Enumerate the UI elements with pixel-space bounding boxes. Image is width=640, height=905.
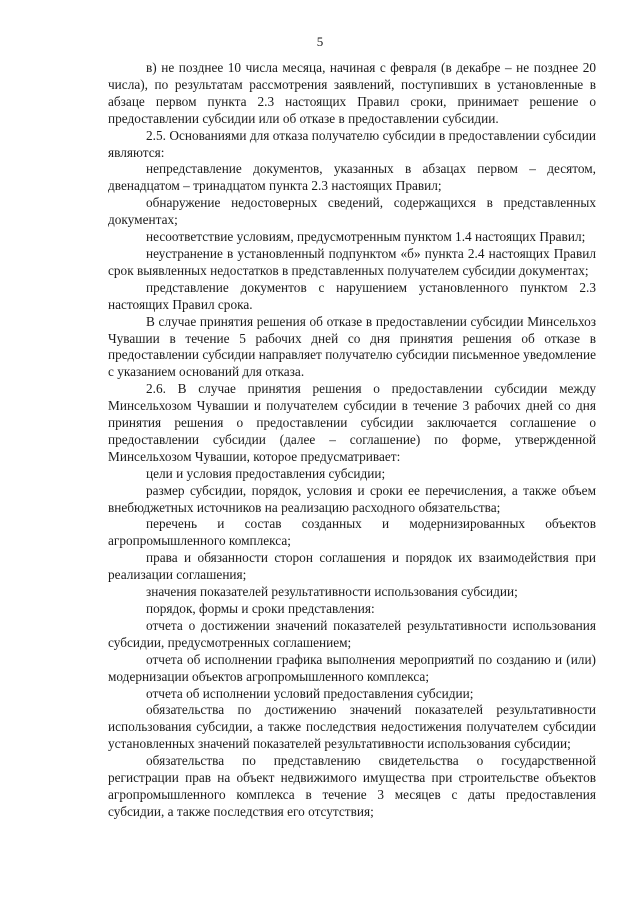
paragraph: 2.6. В случае принятия решения о предоставлении субсидии между Минсельхозом Чувашии и получателем субсидии в течение 3 рабочих дней со дня принятия решения о предоставлении субсидии заключается соглашение о предоставлении субсидии (далее – соглашение) по форме, утвержденной Минсельхозом Чувашии, которое предусматривает: [108, 381, 596, 464]
paragraph: размер субсидии, порядок, условия и сроки ее перечисления, а также объем внебюджетных источников на реализацию расходного обязательства; [108, 482, 596, 515]
paragraph: перечень и состав созданных и модернизированных объектов агропромышленного комплекса; [108, 516, 596, 549]
paragraph: отчета об исполнении условий предоставления субсидии; [146, 685, 474, 701]
paragraph: отчета об исполнении графика выполнения мероприятий по созданию и (или) модернизации объектов агропромышленного комплекса; [108, 651, 596, 684]
paragraph: неустранение в установленный подпунктом «б» пункта 2.4 настоящих Правил срок выявленных недостатков в представленных получателем субсидии документах; [108, 245, 596, 278]
page-number: 5 [316, 34, 324, 49]
document-body [108, 60, 596, 821]
paragraph: В случае принятия решения об отказе в предоставлении субсидии Минсельхоз Чувашии в течение 5 рабочих дней со дня принятия решения об отказе в предоставлении субсидии направляет получателю субсидии письменное уведомление с указанием оснований для отказа. [108, 313, 596, 380]
paragraph: обязательства по представлению свидетельства о государственной регистрации прав на объект недвижимого имущества при строительстве объектов агропромышленного комплекса в течение 3 месяцев с даты предоставления субсидии, а также последствия его отсутствия; [108, 753, 596, 819]
paragraph: непредставление документов, указанных в абзацах первом – десятом, двенадцатом – тринадцатом пункта 2.3 настоящих Правил; [108, 161, 596, 194]
paragraph: несоответствие условиям, предусмотренным пунктом 1.4 настоящих Правил; [146, 229, 586, 245]
paragraph: в) не позднее 10 числа месяца, начиная с февраля (в декабре – не позднее 20 числа), по результатам рассмотрения заявлений, поступивших в установленные в абзаце первом пункта 2.3 настоящих Правил сроки, принимает решение о предоставлении субсидии или об отказе в предоставлении субсидии. [108, 60, 596, 126]
paragraph: отчета о достижении значений показателей результативности использования субсидии, предусмотренных соглашением; [108, 617, 596, 650]
paragraph: порядок, формы и сроки представления: [146, 601, 375, 616]
paragraph: значения показателей результативности использования субсидии; [146, 584, 518, 600]
paragraph: обязательства по достижению значений показателей результативности использования субсидии, а также последствия недостижения получателем субсидии установленных значений показателей результативности использования субсидии; [108, 702, 596, 752]
paragraph: права и обязанности сторон соглашения и порядок их взаимодействия при реализации соглашения; [108, 550, 596, 583]
paragraph: обнаружение недостоверных сведений, содержащихся в представленных документах; [108, 195, 596, 228]
paragraph: цели и условия предоставления субсидии; [146, 465, 386, 481]
paragraph: 2.5. Основаниями для отказа получателю субсидии в предоставлении субсидии являются: [108, 127, 596, 160]
paragraph: представление документов с нарушением установленного пунктом 2.3 настоящих Правил срока. [108, 279, 596, 312]
